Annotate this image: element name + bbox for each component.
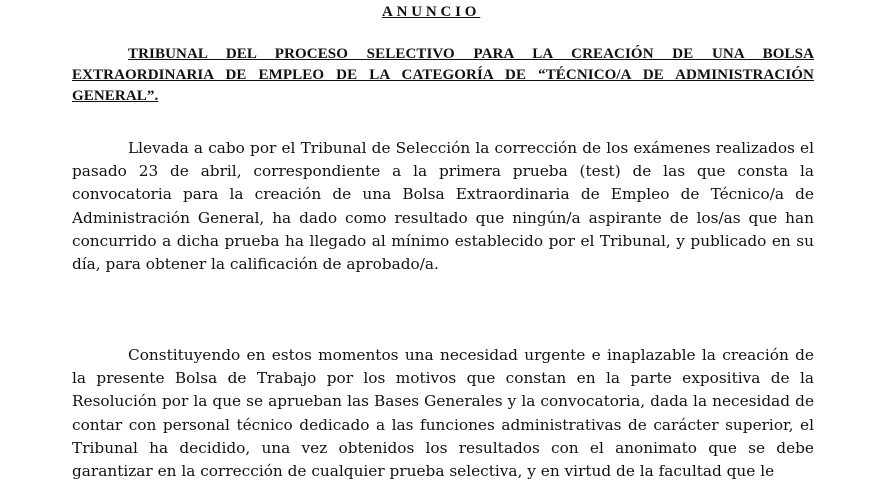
paragraph-1: Llevada a cabo por el Tribunal de Selección la corrección de los exámenes realizados el pasado 23 de abril, correspondiente a la primera prueba (test) de las que consta la convocatoria para la creación de una Bolsa Extraordinaria de Empleo de Técnico/a de Administración General, ha dado como resultado que ningún/a aspirante de los/as que han concurrido a dicha prueba ha llegado al mínimo establecido por el Tribunal, y publicado en su día, para obtener la calificación de aprobado/a. (72, 139, 814, 274)
document-heading: ANUNCIO (382, 4, 481, 20)
document-title: TRIBUNAL DEL PROCESO SELECTIVO PARA LA CREACIÓN DE UNA BOLSA EXTRAORDINARIA DE EMPLEO DE LA CATEGORÍA DE “TÉCNICO/A DE ADMINISTRACIÓN GENERAL”. (72, 46, 814, 104)
paragraph-2: Constituyendo en estos momentos una necesidad urgente e inaplazable la creación de la presente Bolsa de Trabajo por los motivos que constan en la parte expositiva de la Resolución por la que se aprueban las Bases Generales y la convocatoria, dada la necesidad de contar con personal técnico dedicado a las funciones administrativas de carácter superior, el Tribunal ha decidido, una vez obtenidos los resultados con el anonimato que se debe garantizar en la corrección de cualquier prueba selectiva, y en virtud de la facultad que le (72, 346, 814, 481)
